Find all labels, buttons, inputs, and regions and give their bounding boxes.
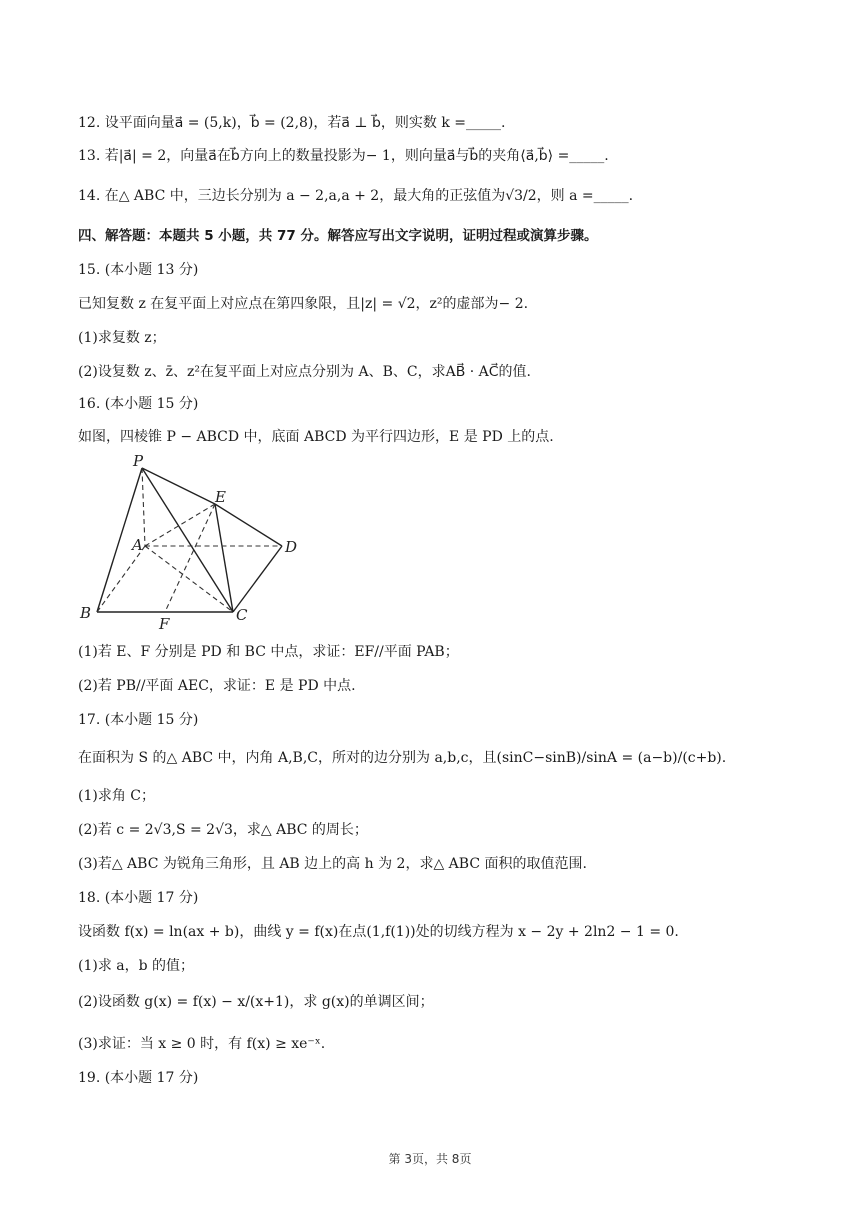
text-line: 已知复数 z 在复平面上对应点在第四象限，且|z| = √2，z²的虚部为− 2.	[78, 296, 529, 312]
text-line: 在面积为 S 的△ ABC 中，内角 A,B,C，所对的边分别为 a,b,c，且(sinC−sinB)/sinA = (a−b)/(c+b).	[78, 750, 727, 766]
pyramid-figure	[75, 452, 310, 632]
text-line: 12. 设平面向量a⃗ = (5,k)，b⃗ = (2,8)，若a⃗ ⊥ b⃗，则实数 k =_____.	[78, 115, 506, 131]
pyramid-diagram	[75, 452, 310, 632]
edge-AB	[97, 546, 145, 612]
text-line: 如图，四棱锥 P − ABCD 中，底面 ABCD 为平行四边形，E 是 PD 上的点.	[78, 429, 554, 445]
label-C: C	[236, 606, 248, 624]
label-B: B	[80, 604, 92, 622]
edge-EC	[215, 504, 233, 612]
text-line: (2)设复数 z、z̄、z²在复平面上对应点分别为 A、B、C，求AB⃗ · AC⃗的值.	[78, 364, 531, 380]
edge-ED	[215, 504, 282, 546]
text-line: (2)设函数 g(x) = f(x) − x/(x+1)，求 g(x)的单调区间；	[78, 994, 434, 1010]
label-E: E	[215, 488, 226, 506]
text-line: 13. 若|a⃗| = 2，向量a⃗在b⃗方向上的数量投影为− 1，则向量a⃗与b⃗的夹角⟨a⃗,b⃗⟩ =_____.	[78, 148, 609, 164]
text-line: 14. 在△ ABC 中，三边长分别为 a − 2,a,a + 2，最大角的正弦值为√3/2，则 a =_____.	[78, 188, 634, 204]
label-F: F	[159, 615, 170, 632]
text-line: (1)求复数 z；	[78, 330, 166, 346]
text-line: 18. (本小题 17 分)	[78, 890, 199, 906]
text-line: 设函数 f(x) = ln(ax + b)，曲线 y = f(x)在点(1,f(1))处的切线方程为 x − 2y + 2ln2 − 1 = 0.	[78, 924, 679, 940]
page-footer: 第 3页，共 8页	[388, 1152, 472, 1166]
text-line: 19. (本小题 17 分)	[78, 1070, 199, 1086]
text-line: (1)求角 C；	[78, 788, 155, 804]
text-line: (2)若 PB//平面 AEC，求证：E 是 PD 中点.	[78, 678, 356, 694]
edge-PA	[142, 468, 145, 546]
text-line: (3)求证：当 x ≥ 0 时，有 f(x) ≥ xe⁻ˣ.	[78, 1036, 326, 1052]
text-line: (1)求 a，b 的值；	[78, 958, 195, 974]
text-line: 15. (本小题 13 分)	[78, 262, 199, 278]
text-line: (3)若△ ABC 为锐角三角形，且 AB 边上的高 h 为 2，求△ ABC 面积的取值范围.	[78, 856, 587, 872]
edge-AC	[145, 546, 233, 612]
label-A: A	[132, 536, 143, 554]
section-heading: 四、解答题：本题共 5 小题，共 77 分。解答应写出文字说明，证明过程或演算步骤。	[78, 228, 598, 244]
edge-DC	[233, 546, 282, 612]
text-line: (2)若 c = 2√3,S = 2√3，求△ ABC 的周长；	[78, 822, 368, 838]
edge-AE	[145, 504, 215, 546]
label-D: D	[285, 538, 298, 556]
text-line: 17. (本小题 15 分)	[78, 712, 199, 728]
text-line: 16. (本小题 15 分)	[78, 396, 199, 412]
label-P: P	[133, 452, 144, 470]
edge-EF	[165, 504, 215, 612]
text-line: (1)若 E、F 分别是 PD 和 BC 中点，求证：EF//平面 PAB；	[78, 644, 459, 660]
